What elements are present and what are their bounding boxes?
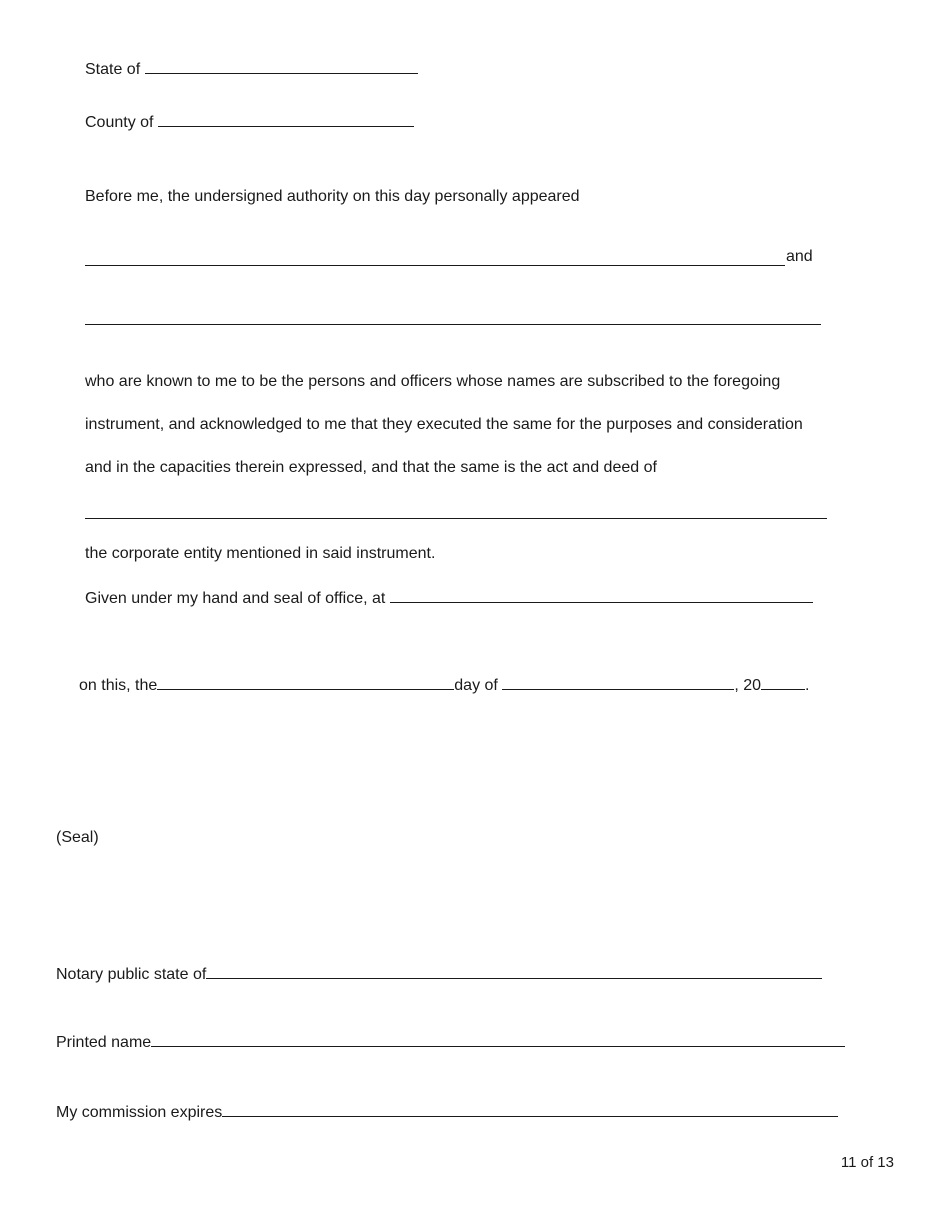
printed-name-row <box>56 1031 845 1053</box>
paragraph-line-1: who are known to me to be the persons and officers whose names are subscribed to the foregoing <box>85 373 781 390</box>
page-number: 11 of 13 <box>840 1154 894 1171</box>
commission-row <box>56 1101 838 1123</box>
given-label: Given under my hand and seal of office, at <box>85 590 386 607</box>
county-row <box>85 111 414 133</box>
date-row <box>79 674 809 696</box>
day-of-label: day of <box>454 677 498 694</box>
year-field[interactable] <box>761 674 805 690</box>
commission-expires-field[interactable] <box>222 1101 838 1117</box>
state-field[interactable] <box>145 58 418 74</box>
seal-label: (Seal) <box>56 829 99 846</box>
notary-state-field[interactable] <box>206 963 822 979</box>
day-field[interactable] <box>157 674 454 690</box>
location-field[interactable] <box>390 587 813 603</box>
appeared-person-2-field[interactable] <box>85 323 821 325</box>
given-row <box>85 587 813 609</box>
commission-label: My commission expires <box>56 1104 223 1121</box>
printed-name-field[interactable] <box>151 1031 845 1047</box>
year-suffix: . <box>805 677 810 694</box>
on-this-label: on this, the <box>79 677 158 694</box>
paragraph-line-2: instrument, and acknowledged to me that they executed the same for the purposes and consideration <box>85 416 803 433</box>
county-label: County of <box>85 114 154 131</box>
entity-name-field[interactable] <box>85 517 827 519</box>
state-row <box>85 58 418 80</box>
printed-name-label: Printed name <box>56 1034 152 1051</box>
entity-text: the corporate entity mentioned in said instrument. <box>85 545 436 562</box>
paragraph-line-3: and in the capacities therein expressed, and that the same is the act and deed of <box>85 459 657 476</box>
notary-state-label: Notary public state of <box>56 966 207 983</box>
month-field[interactable] <box>502 674 734 690</box>
and-text: and <box>786 248 813 265</box>
year-prefix: , 20 <box>734 677 762 694</box>
intro-text: Before me, the undersigned authority on this day personally appeared <box>85 188 580 205</box>
county-field[interactable] <box>158 111 414 127</box>
notary-state-row <box>56 963 822 985</box>
state-label: State of <box>85 61 141 78</box>
appeared-person-1-field[interactable] <box>85 264 785 266</box>
